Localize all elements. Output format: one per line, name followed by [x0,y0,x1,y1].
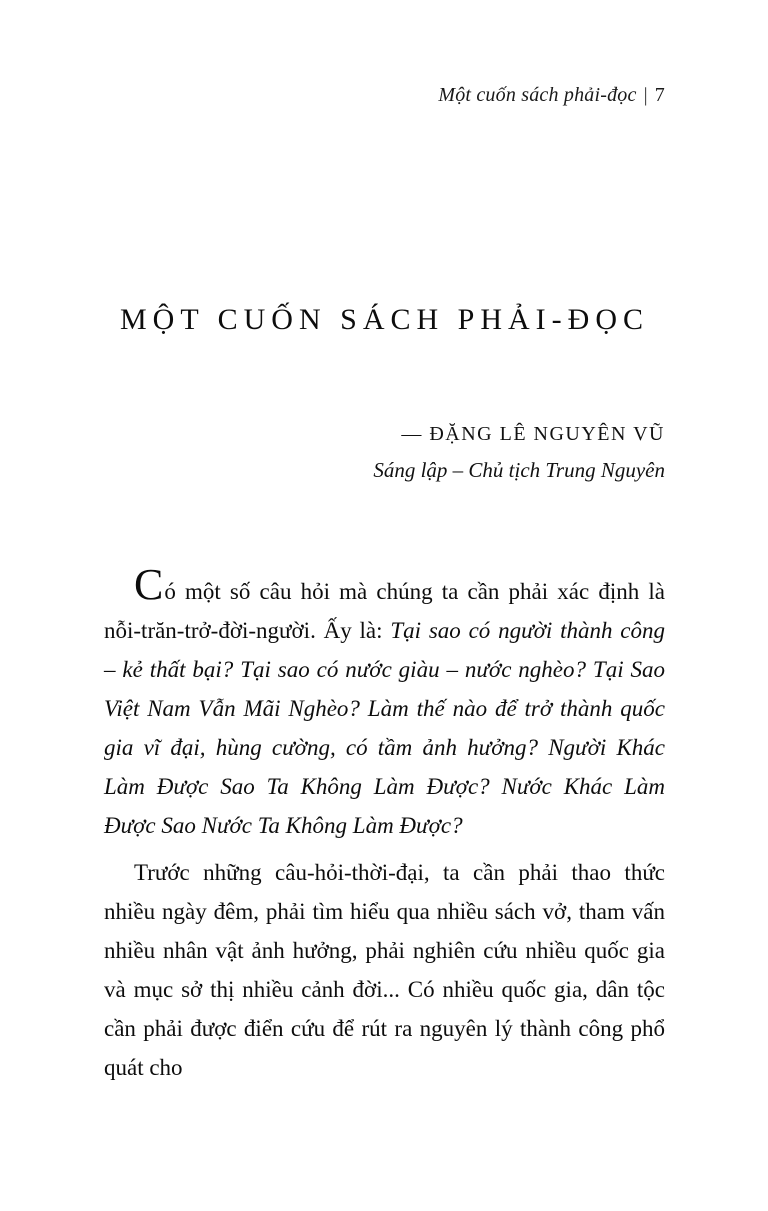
paragraph-1-regular-text: ó một số câu hỏi mà chúng ta cần phải xác định là nỗi-trăn-trở-đời-người. Ấy là: [104,579,665,643]
paragraph-2: Trước những câu-hỏi-thời-đại, ta cần phải thao thức nhiều ngày đêm, phải tìm hiểu qua nhiều sách vở, tham vấn nhiều nhân vật ảnh hưởng, phải nghiên cứu nhiều quốc gia và mục sở thị nhiều cảnh đời... Có nhiều quốc gia, dân tộc cần phải được điển cứu để rút ra nguyên lý thành công phổ quát cho [104,860,665,1080]
page-number: 7 [654,84,665,106]
drop-cap: C [134,560,165,609]
header-separator: | [643,84,648,106]
running-header [104,84,665,107]
paragraph-1 [104,560,665,845]
chapter-title: MỘT CUỐN SÁCH PHẢI-ĐỌC [120,303,649,336]
running-title: Một cuốn sách phải-đọc [438,84,637,106]
paragraph-1-italic-text: Tại sao có người thành công – kẻ thất bại? Tại sao có nước giàu – nước nghèo? Tại Sao Việt Nam Vẫn Mãi Nghèo? Làm thế nào để trở thành quốc gia vĩ đại, hùng cường, có tầm ảnh hưởng? Người Khác Làm Được Sao Ta Không Làm Được? Nước Khác Làm Được Sao Nước Ta Không Làm Được? [104,618,665,838]
author-line: — ĐẶNG LÊ NGUYÊN VŨ [401,423,665,445]
author-role: Sáng lập – Chủ tịch Trung Nguyên [373,458,665,482]
